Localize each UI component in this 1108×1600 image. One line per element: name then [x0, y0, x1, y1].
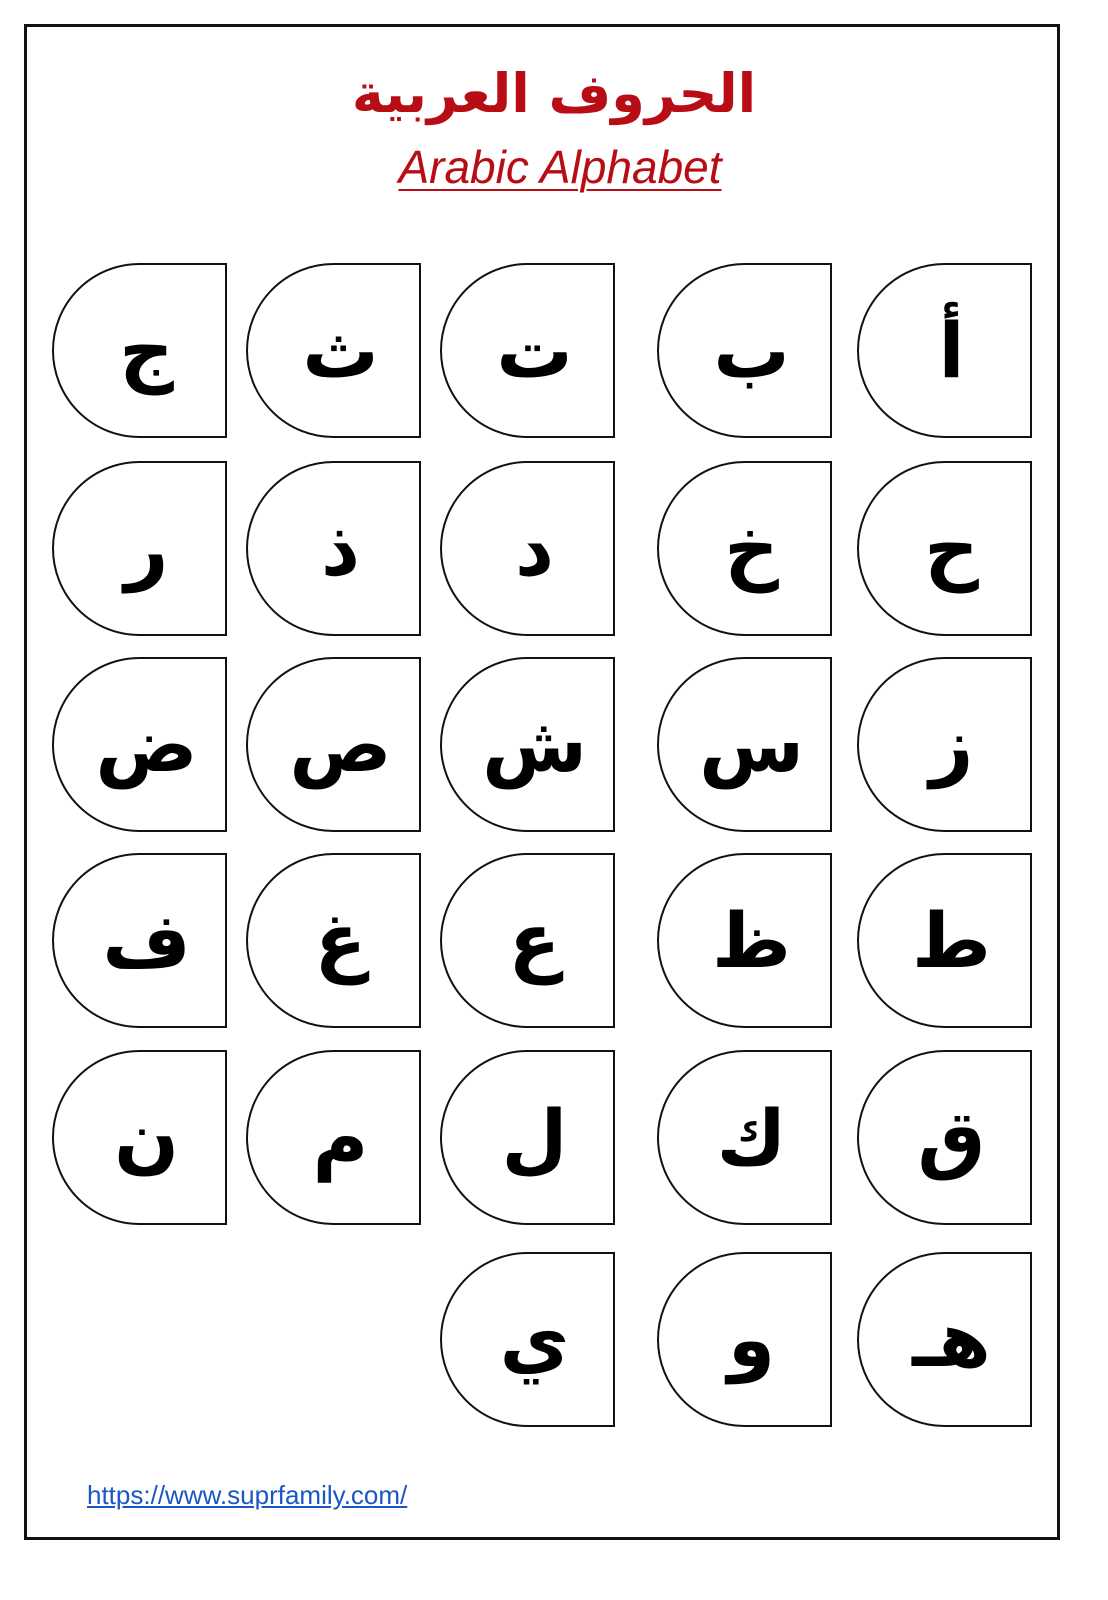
letter: ن — [114, 1092, 179, 1182]
letter-card — [52, 1050, 227, 1225]
footer-link[interactable]: https://www.suprfamily.com/ — [87, 1480, 408, 1510]
letter-card — [440, 1050, 615, 1225]
letter: ل — [501, 1092, 568, 1182]
letter: و — [727, 1294, 776, 1384]
letter-card — [657, 1050, 832, 1225]
letter-card — [52, 853, 227, 1028]
letter: ح — [924, 503, 979, 593]
letter-card — [440, 461, 615, 636]
letter: ض — [95, 699, 198, 789]
letter: ف — [102, 895, 191, 985]
letter: ك — [716, 1092, 787, 1182]
letter-card — [657, 853, 832, 1028]
letter: هـ — [912, 1294, 991, 1384]
letter-card — [246, 657, 421, 832]
letter-card — [52, 657, 227, 832]
letter: ب — [713, 305, 790, 395]
letter: م — [312, 1092, 369, 1182]
page-title-arabic: الحروف العربية — [351, 62, 757, 125]
letter-card — [440, 1252, 615, 1427]
letter: ج — [119, 305, 174, 395]
letter-card — [857, 853, 1032, 1028]
letter: ز — [929, 699, 974, 789]
letter: ط — [912, 895, 991, 985]
letter: ذ — [320, 503, 360, 593]
letter: غ — [314, 895, 367, 985]
letter-card — [657, 461, 832, 636]
letter-card — [52, 263, 227, 438]
letter: ر — [124, 503, 169, 593]
letter-card — [440, 657, 615, 832]
letter-card — [657, 657, 832, 832]
letter: س — [699, 699, 804, 789]
letter-card — [857, 1050, 1032, 1225]
letter-card — [857, 1252, 1032, 1427]
letter: ظ — [712, 895, 791, 985]
letter-card — [857, 461, 1032, 636]
letter-card — [246, 263, 421, 438]
letter: خ — [724, 503, 779, 593]
letter-card — [857, 263, 1032, 438]
page-title-english: Arabic Alphabet — [398, 141, 722, 193]
letter: د — [514, 503, 554, 593]
letter: أ — [938, 305, 965, 395]
letter: ت — [496, 305, 573, 395]
letter-card — [246, 461, 421, 636]
letter: ق — [917, 1092, 986, 1182]
letter-card — [246, 1050, 421, 1225]
letter: ش — [482, 699, 587, 789]
letter-card — [440, 263, 615, 438]
letter: ع — [508, 895, 561, 985]
letter: ي — [499, 1294, 570, 1384]
letter-card — [246, 853, 421, 1028]
letter: ص — [289, 699, 392, 789]
letter-card — [857, 657, 1032, 832]
letter-card — [657, 263, 832, 438]
letter-card — [52, 461, 227, 636]
letter-card — [440, 853, 615, 1028]
letter: ث — [302, 305, 379, 395]
letter-card — [657, 1252, 832, 1427]
